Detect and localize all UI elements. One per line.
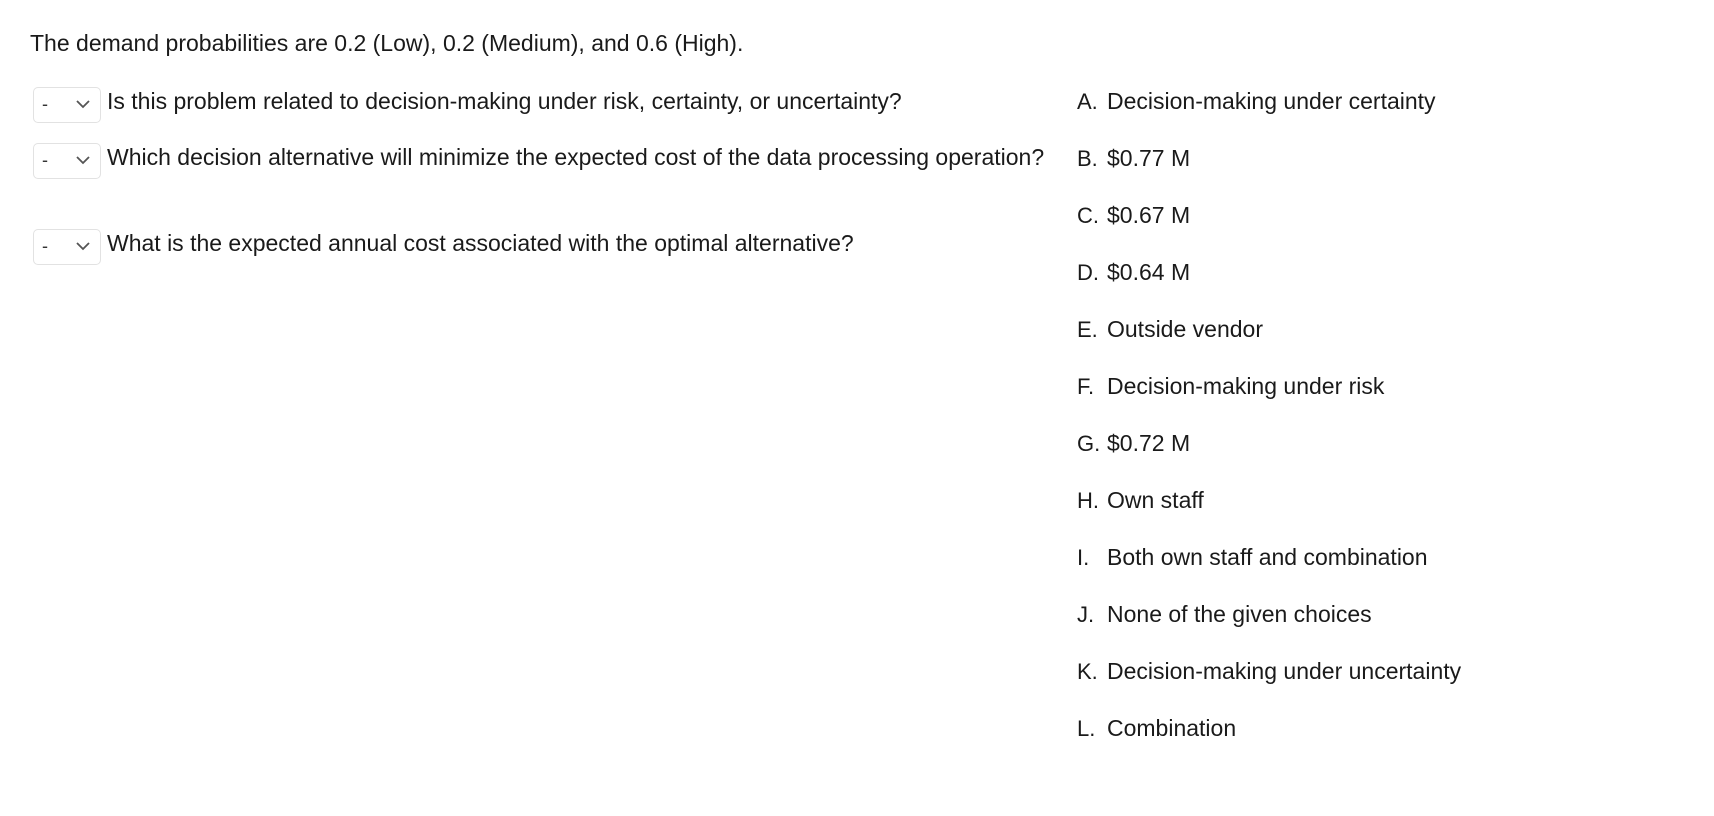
choice-text: Both own staff and combination xyxy=(1107,544,1428,570)
chevron-down-icon xyxy=(76,156,90,165)
choice-k xyxy=(1077,655,1461,687)
choice-text: $0.67 M xyxy=(1107,202,1191,228)
dropdown-selected-value: - xyxy=(42,150,48,170)
choice-text: None of the given choices xyxy=(1107,601,1372,627)
question-text: Which decision alternative will minimize the expected cost of the data processing operation? xyxy=(107,144,1045,170)
choice-text: Combination xyxy=(1107,715,1237,741)
intro-text: The demand probabilities are 0.2 (Low), 0.2 (Medium), and 0.6 (High). xyxy=(30,30,744,56)
choice-b xyxy=(1077,142,1190,174)
choice-letter: L. xyxy=(1077,716,1096,741)
choice-text: $0.77 M xyxy=(1107,145,1191,171)
choice-text: Decision-making under risk xyxy=(1107,373,1385,399)
choice-letter: E. xyxy=(1077,317,1098,342)
choice-letter: H. xyxy=(1077,488,1099,513)
choice-text: Decision-making under certainty xyxy=(1107,88,1436,114)
choice-letter: C. xyxy=(1077,203,1099,228)
dropdown-selected-value: - xyxy=(42,94,48,114)
choice-letter: K. xyxy=(1077,659,1098,684)
choice-text: Outside vendor xyxy=(1107,316,1263,342)
choice-i xyxy=(1077,541,1428,573)
choice-a xyxy=(1077,85,1436,117)
choice-h xyxy=(1077,484,1204,516)
answer-dropdown-2[interactable] xyxy=(33,143,101,179)
choice-letter: J. xyxy=(1077,602,1095,627)
chevron-down-icon xyxy=(76,100,90,109)
choice-text: $0.64 M xyxy=(1107,259,1191,285)
choice-letter: A. xyxy=(1077,89,1098,114)
choice-letter: I. xyxy=(1077,545,1090,570)
choice-d xyxy=(1077,256,1190,288)
answer-dropdown-3[interactable] xyxy=(33,229,101,265)
choice-f xyxy=(1077,370,1384,402)
choice-letter: B. xyxy=(1077,146,1098,171)
choice-text: Decision-making under uncertainty xyxy=(1107,658,1462,684)
choice-e xyxy=(1077,313,1263,345)
choice-text: Own staff xyxy=(1107,487,1204,513)
choice-l xyxy=(1077,712,1236,744)
choice-j xyxy=(1077,598,1372,630)
choice-letter: F. xyxy=(1077,374,1095,399)
choice-text: $0.72 M xyxy=(1107,430,1191,456)
chevron-down-icon xyxy=(76,242,90,251)
choice-letter: G. xyxy=(1077,431,1101,456)
choice-letter: D. xyxy=(1077,260,1099,285)
question-text: Is this problem related to decision-making under risk, certainty, or uncertainty? xyxy=(107,88,902,114)
answer-dropdown-1[interactable] xyxy=(33,87,101,123)
dropdown-selected-value: - xyxy=(42,236,48,256)
choice-c xyxy=(1077,199,1190,231)
choice-g xyxy=(1077,427,1190,459)
question-text: What is the expected annual cost associated with the optimal alternative? xyxy=(107,230,854,256)
